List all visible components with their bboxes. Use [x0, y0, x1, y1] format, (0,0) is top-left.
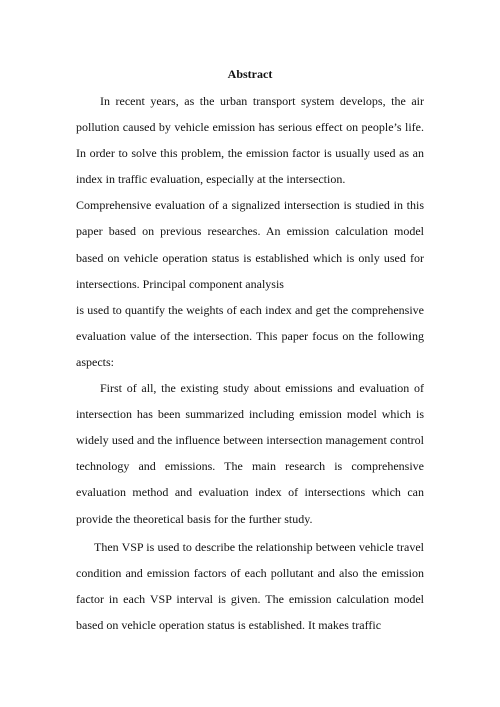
abstract-heading: Abstract — [227, 67, 273, 81]
paragraph-1: In recent years, as the urban transport system develops, the air pollution caused by vehicle emission has serious effect on people’s life. In order to solve this problem, the emission factor is usually used as an index in traffic evaluation, especially at the intersection. — [76, 94, 424, 187]
paragraph-3: is used to quantify the weights of each index and get the comprehensive evaluation value of the intersection. This paper focus on the following aspects: — [76, 302, 424, 369]
abstract-body — [76, 88, 424, 638]
paragraph-4: First of all, the existing study about emissions and evaluation of intersection has been summarized including emission model which is widely used and the influence between intersection management control technology and emissions. The main research is comprehensive evaluation method and evaluation index of intersections which can provide the theoretical basis for the further study. — [76, 381, 424, 526]
paragraph-5: Then VSP is used to describe the relationship between vehicle travel condition and emission factors of each pollutant and also the emission factor in each VSP interval is given. The emission calculation model based on vehicle operation status is established. It makes traffic — [76, 539, 424, 632]
paragraph-2: Comprehensive evaluation of a signalized intersection is studied in this paper based on previous researches. An emission calculation model based on vehicle operation status is established which is only used for intersections. Principal component analysis — [76, 198, 424, 291]
